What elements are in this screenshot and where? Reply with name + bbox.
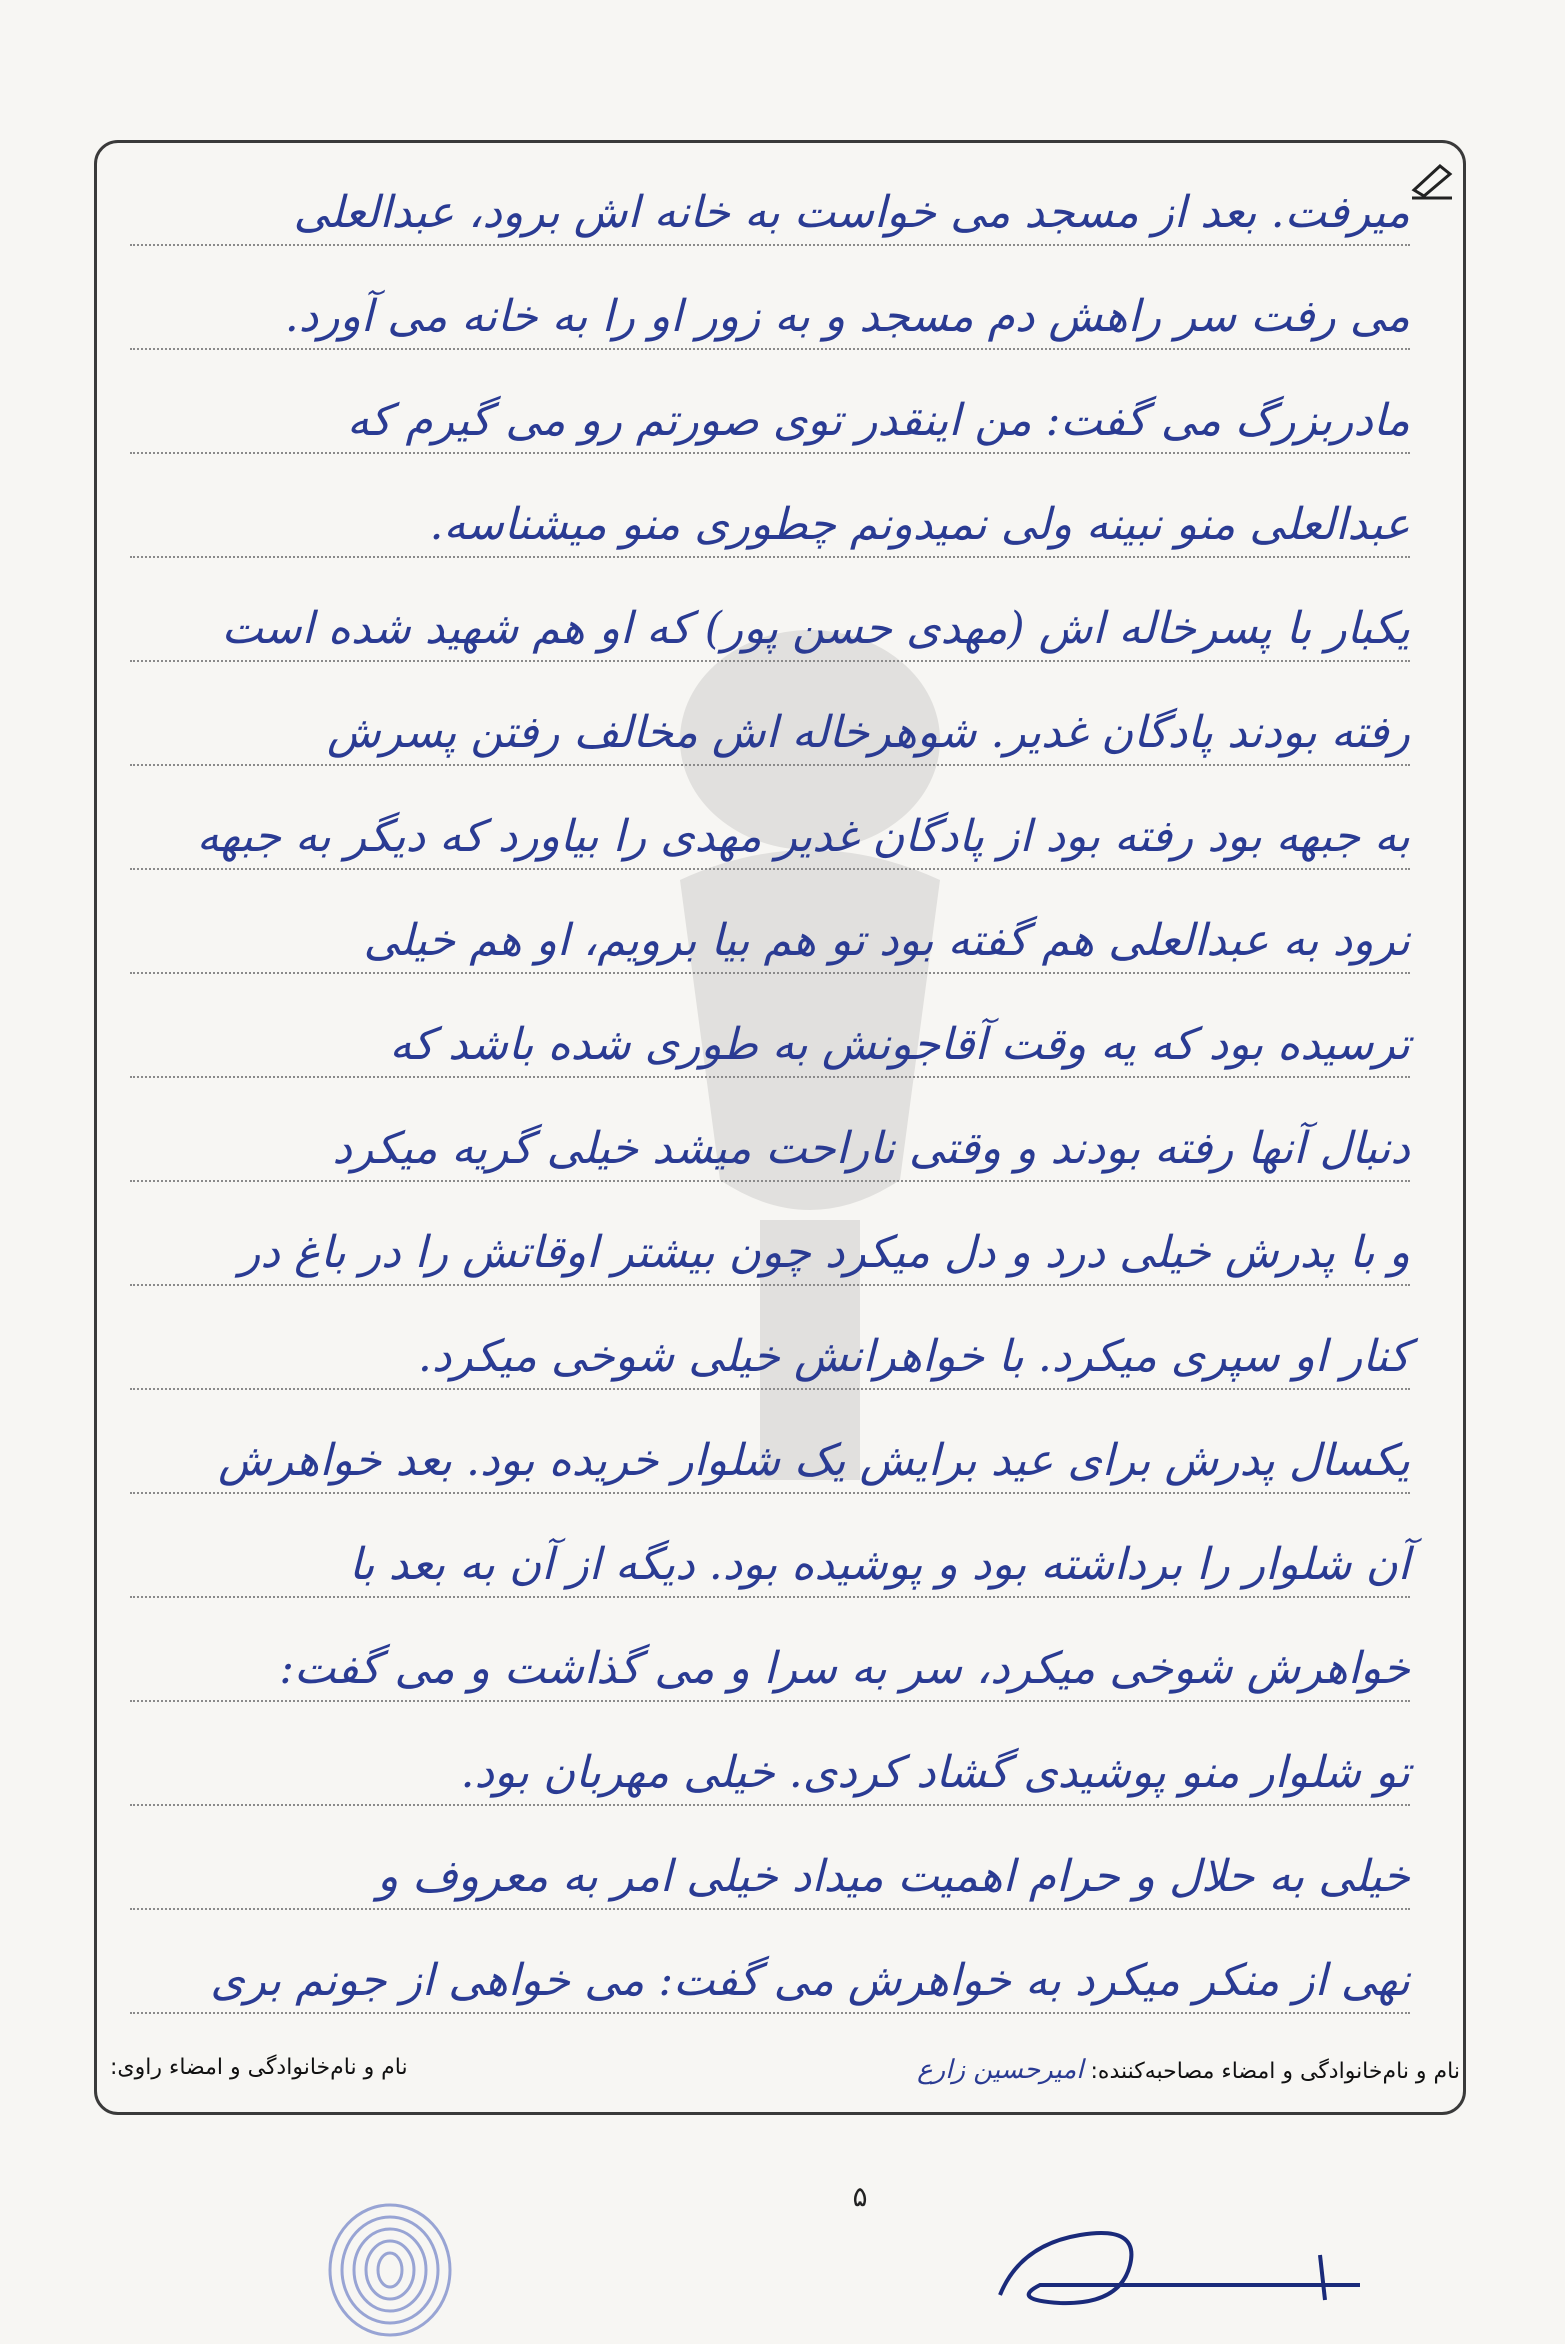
text-line: مادربزرگ می گفت: من اینقدر توی صورتم رو می گیرم که [130, 358, 1410, 454]
text-line: ترسیده بود که یه وقت آقاجونش به طوری شده باشد که [130, 982, 1410, 1078]
text-line: می رفت سر راهش دم مسجد و به زور او را به خانه می آورد. [130, 254, 1410, 350]
text-line: به جبهه بود رفته بود از پادگان غدیر مهدی را بیاورد که دیگر به جبهه [130, 774, 1410, 870]
text-line: و با پدرش خیلی درد و دل میکرد چون بیشتر اوقاتش را در باغ در [130, 1190, 1410, 1286]
narrator-label: نام و نام‌خانوادگی و امضاء راوی: [110, 2055, 408, 2080]
text-line: تو شلوار منو پوشیدی گشاد کردی. خیلی مهربان بود. [130, 1710, 1410, 1806]
text-line: نهی از منکر میکرد به خواهرش می گفت: می خواهی از جونم بری [130, 1918, 1410, 2014]
text-line: خواهرش شوخی میکرد، سر به سرا و می گذاشت و می گفت: [130, 1606, 1410, 1702]
signature-footer [110, 2055, 1460, 2085]
text-line: عبدالعلی منو نبینه ولی نمیدونم چطوری منو میشناسه. [130, 462, 1410, 558]
text-line: رفته بودند پادگان غدیر. شوهرخاله اش مخالف رفتن پسرش [130, 670, 1410, 766]
text-line: خیلی به حلال و حرام اهمیت میداد خیلی امر به معروف و [130, 1814, 1410, 1910]
page-number: ۵ [852, 2180, 868, 2213]
interviewer-signature-field [917, 2055, 1460, 2085]
narrator-signature [980, 2185, 1380, 2325]
text-line: یکسال پدرش برای عید برایش یک شلوار خریده بود. بعد خواهرش [130, 1398, 1410, 1494]
text-line: میرفت. بعد از مسجد می خواست به خانه اش برود، عبدالعلی [130, 150, 1410, 246]
text-line: کنار او سپری میکرد. با خواهرانش خیلی شوخی میکرد. [130, 1294, 1410, 1390]
interviewer-label: نام و نام‌خانوادگی و امضاء مصاحبه‌کننده: [1090, 2059, 1460, 2084]
fingerprint-mark [315, 2190, 465, 2340]
text-line: یکبار با پسرخاله اش (مهدی حسن پور) که او هم شهید شده است [130, 566, 1410, 662]
interviewer-name: امیرحسین زارع [917, 2055, 1084, 2085]
pen-icon [1410, 160, 1458, 200]
text-line: آن شلوار را برداشته بود و پوشیده بود. دیگه از آن به بعد با [130, 1502, 1410, 1598]
narrator-signature-field [110, 2055, 408, 2085]
text-line: دنبال آنها رفته بودند و وقتی ناراحت میشد خیلی گریه میکرد [130, 1086, 1410, 1182]
text-line: نرود به عبدالعلی هم گفته بود تو هم بیا برویم، او هم خیلی [130, 878, 1410, 974]
